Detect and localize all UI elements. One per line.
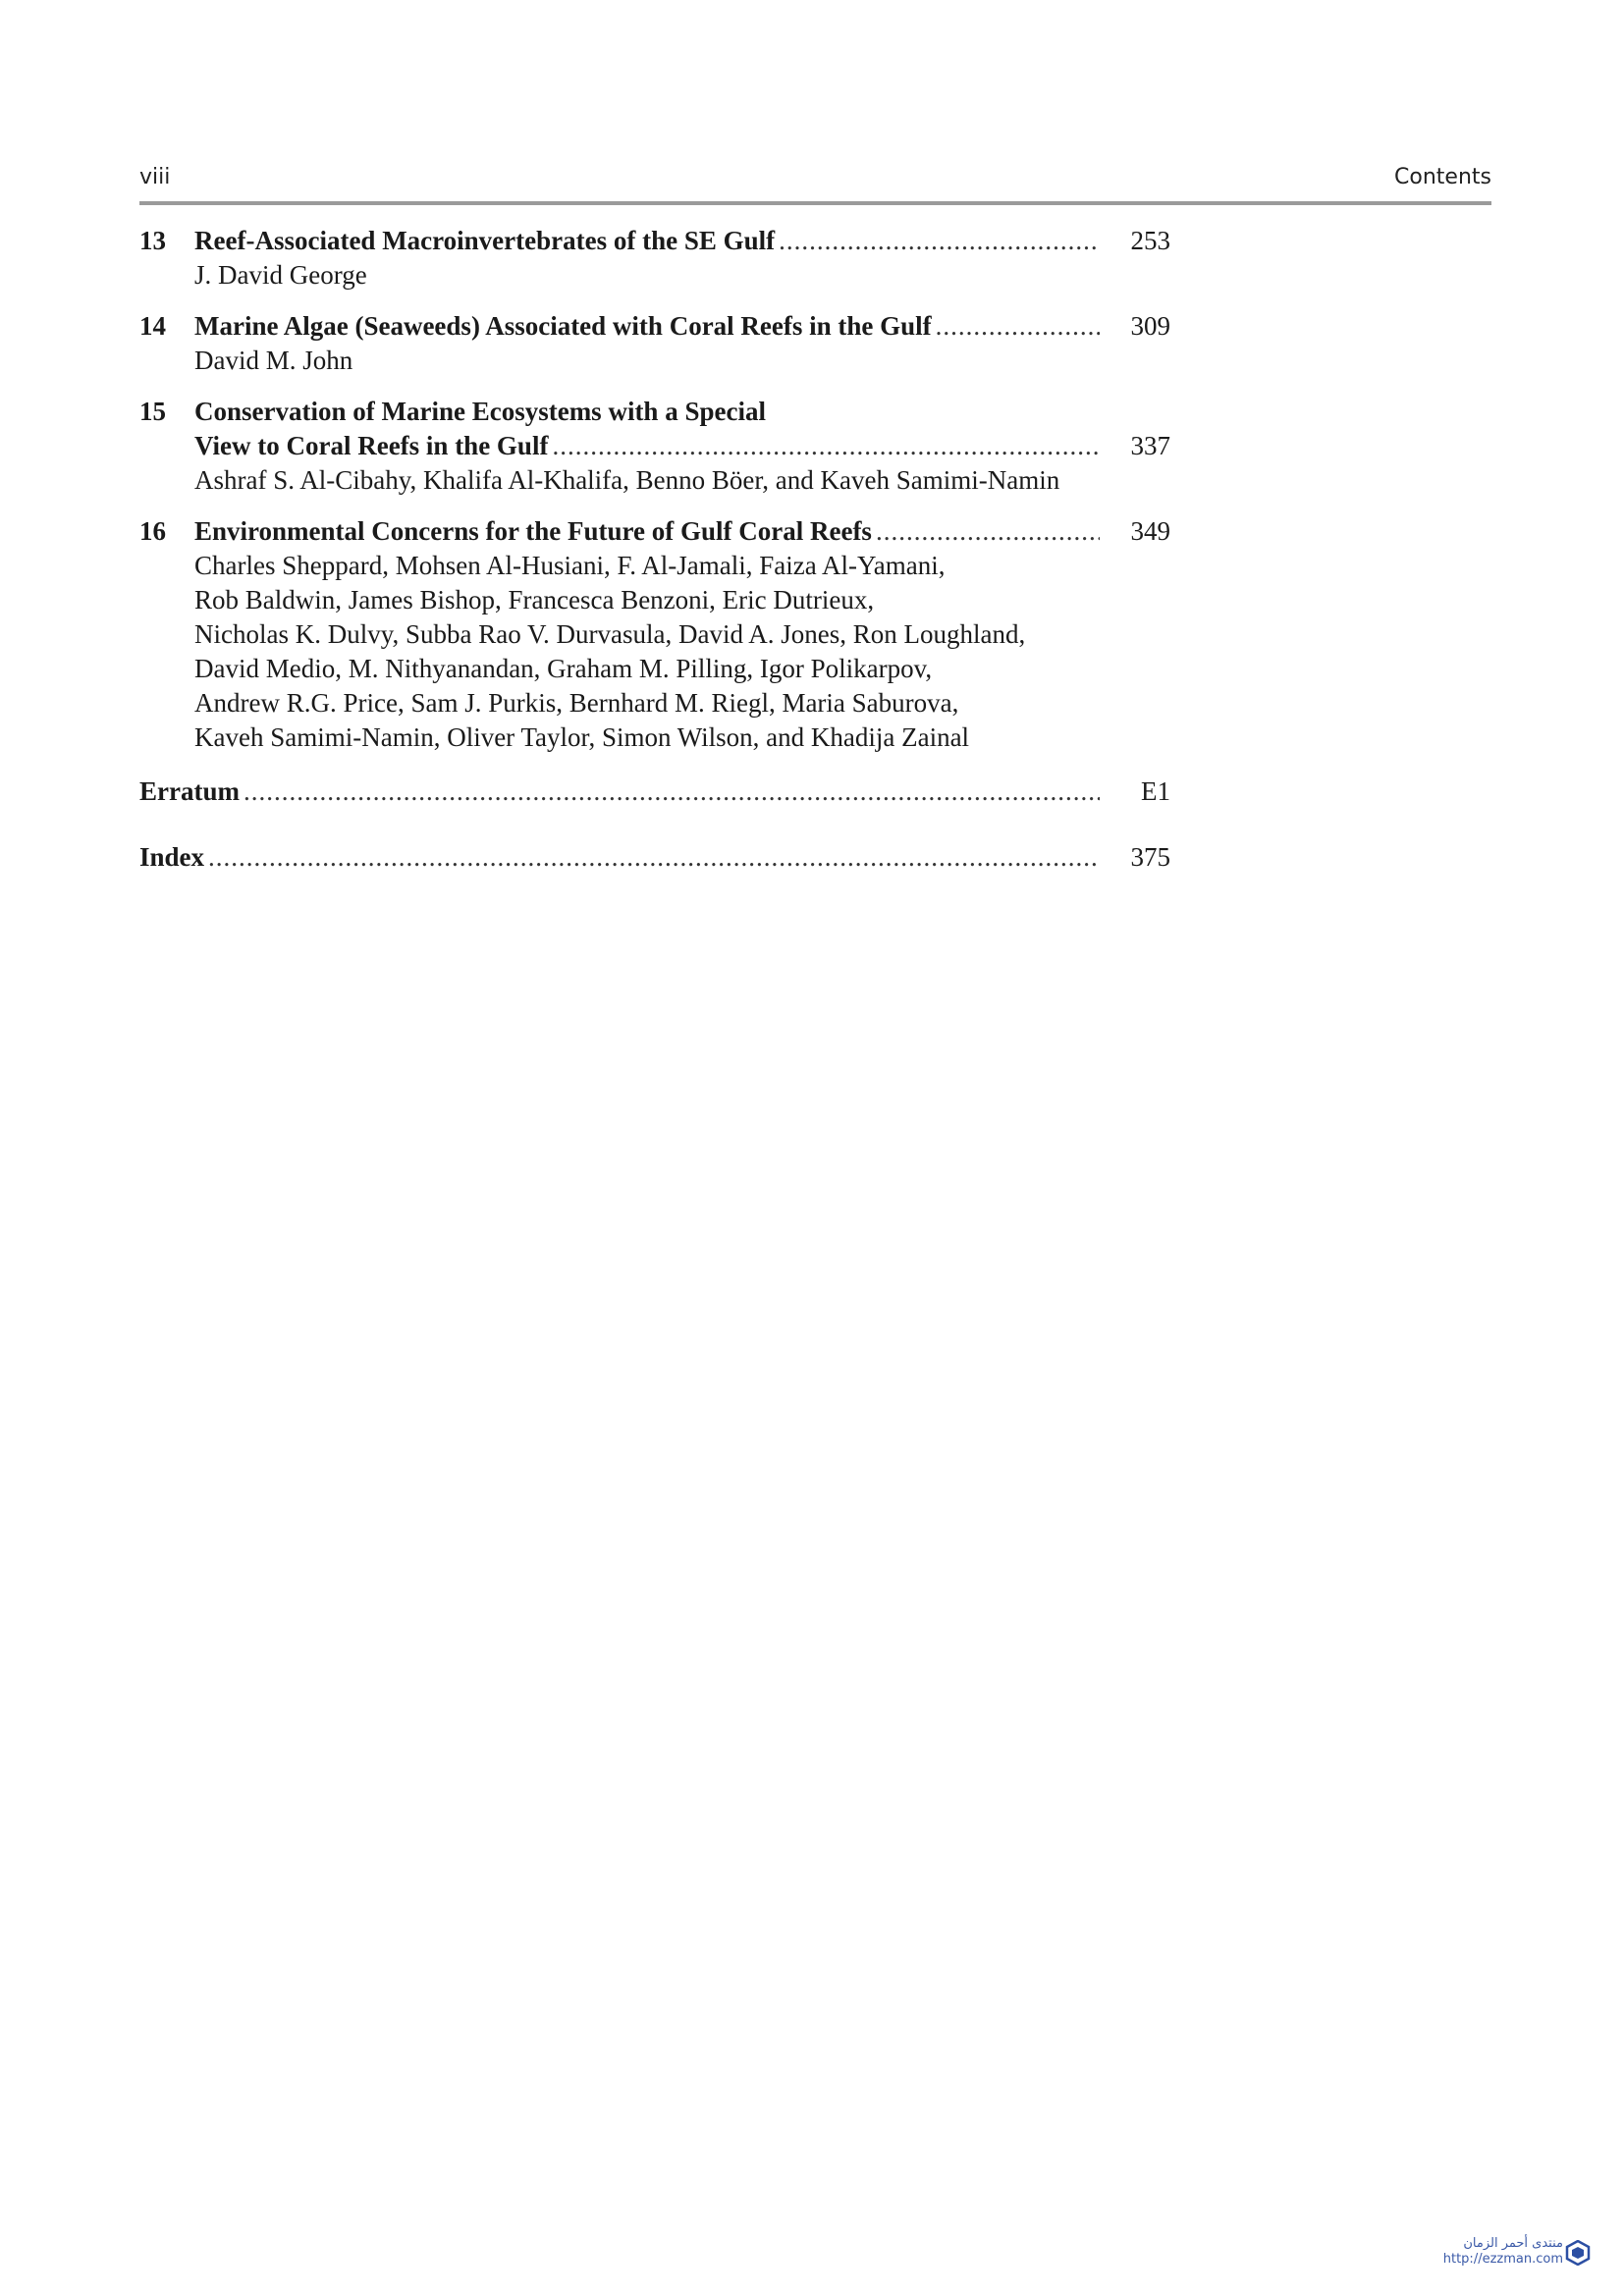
chapter-title[interactable]: Marine Algae (Seaweeds) Associated with Coral Reefs in the Gulf <box>194 311 932 341</box>
toc-title-line <box>139 774 1170 809</box>
chapter-authors <box>139 258 1170 293</box>
section-title: Contents <box>1394 165 1491 189</box>
watermark-logo <box>1442 2232 1591 2281</box>
toc-entry-13[interactable] <box>139 224 1170 293</box>
dot-leader <box>208 840 1100 875</box>
table-of-contents <box>139 224 1170 891</box>
chapter-title[interactable]: Conservation of Marine Ecosystems with a Special <box>194 397 766 426</box>
author-line: David Medio, M. Nithyanandan, Graham M. Pilling, Igor Polikarpov, <box>194 654 933 683</box>
author-line: J. David George <box>194 260 367 290</box>
toc-title-line <box>139 514 1170 549</box>
dot-leader <box>779 224 1100 258</box>
chapter-number: 14 <box>139 311 166 341</box>
author-line: Nicholas K. Dulvy, Subba Rao V. Durvasula, David A. Jones, Ron Loughland, <box>194 619 1026 649</box>
watermark-url: http://ezzman.com <box>1442 2252 1563 2267</box>
watermark-arabic: منتدى أحمر الزمان <box>1463 2236 1563 2251</box>
chapter-number: 15 <box>139 397 166 426</box>
toc-entry-erratum[interactable] <box>139 774 1170 809</box>
toc-entry-index[interactable] <box>139 840 1170 875</box>
toc-title-line <box>139 224 1170 258</box>
chapter-title[interactable]: Reef-Associated Macroinvertebrates of the SE Gulf <box>194 226 776 255</box>
dot-leader <box>876 514 1100 549</box>
running-head <box>139 165 1491 189</box>
chapter-number: 16 <box>139 516 166 546</box>
chapter-number: 13 <box>139 226 166 255</box>
page-number: viii <box>139 165 171 189</box>
chapter-title[interactable]: Environmental Concerns for the Future of Gulf Coral Reefs <box>194 516 872 546</box>
index-title[interactable]: Index <box>139 842 205 872</box>
dot-leader <box>936 309 1100 344</box>
dot-leader <box>552 429 1100 463</box>
erratum-page[interactable]: E1 <box>1141 776 1170 806</box>
chapter-page[interactable]: 253 <box>1130 226 1170 255</box>
chapter-title-continued[interactable]: View to Coral Reefs in the Gulf <box>194 431 549 460</box>
toc-entry-14[interactable] <box>139 309 1170 378</box>
chapter-authors <box>139 549 1170 755</box>
chapter-page[interactable]: 349 <box>1130 516 1170 546</box>
erratum-title[interactable]: Erratum <box>139 776 240 806</box>
toc-title-line <box>139 309 1170 344</box>
author-line: Ashraf S. Al-Cibahy, Khalifa Al-Khalifa, Benno Böer, and Kaveh Samimi-Namin <box>194 465 1060 495</box>
header-rule <box>139 201 1491 205</box>
toc-title-line <box>139 395 1170 429</box>
index-page[interactable]: 375 <box>1130 842 1170 872</box>
dot-leader <box>244 774 1100 809</box>
author-line: David M. John <box>194 346 353 375</box>
toc-entry-15[interactable] <box>139 395 1170 498</box>
author-line: Andrew R.G. Price, Sam J. Purkis, Bernhard M. Riegl, Maria Saburova, <box>194 688 959 718</box>
chapter-page[interactable]: 309 <box>1130 311 1170 341</box>
author-line: Charles Sheppard, Mohsen Al-Husiani, F. Al-Jamali, Faiza Al-Yamani, <box>194 551 946 580</box>
chapter-authors <box>139 463 1170 498</box>
toc-title-line <box>139 840 1170 875</box>
chapter-authors <box>139 344 1170 378</box>
toc-title-line <box>139 429 1170 463</box>
watermark-text <box>1443 2236 1563 2268</box>
author-line: Kaveh Samimi-Namin, Oliver Taylor, Simon Wilson, and Khadija Zainal <box>194 722 970 752</box>
toc-entry-16[interactable] <box>139 514 1170 755</box>
chapter-page[interactable]: 337 <box>1130 431 1170 460</box>
hexagon-logo-icon <box>1565 2240 1591 2266</box>
author-line: Rob Baldwin, James Bishop, Francesca Benzoni, Eric Dutrieux, <box>194 585 875 614</box>
